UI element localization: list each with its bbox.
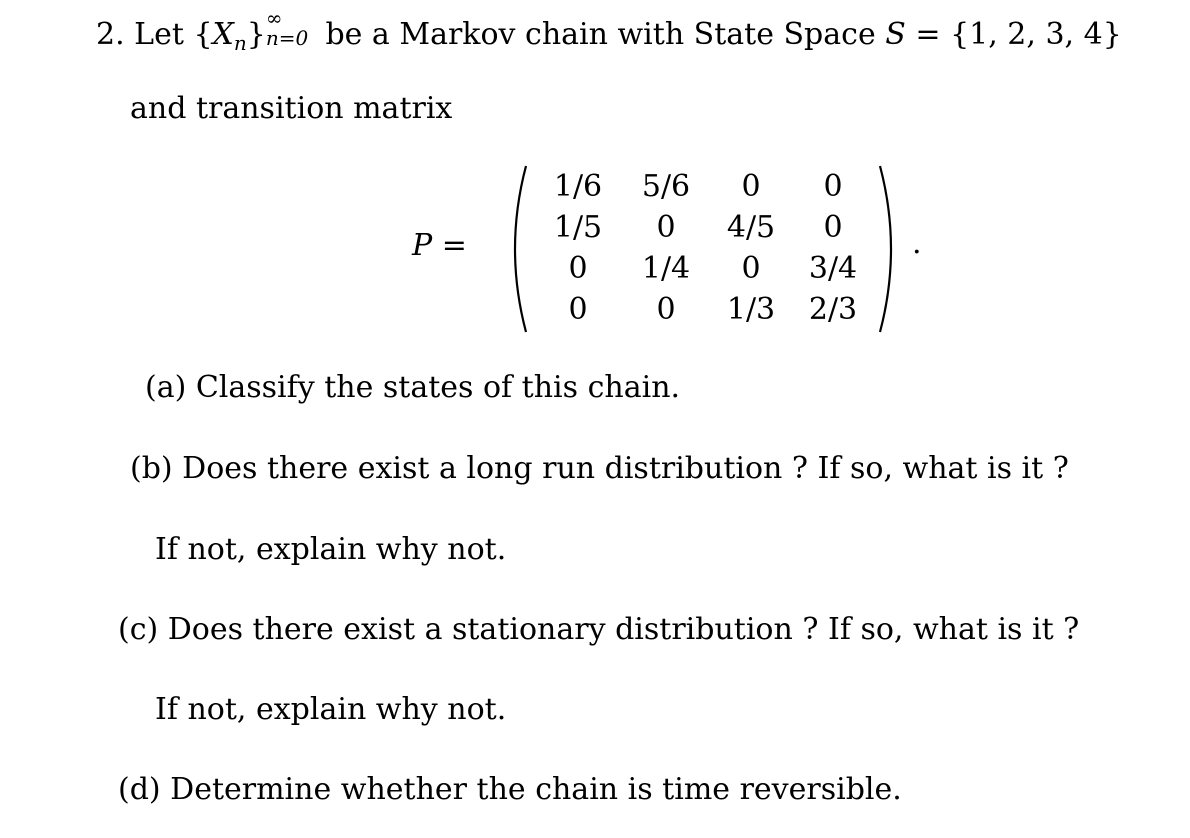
matrix-cell-4-1: 0 (568, 292, 588, 327)
question-part-c: (c) Does there exist a stationary distribution ? If so, what is it ? (118, 612, 1080, 647)
matrix-cell-3-2: 1/4 (641, 251, 691, 286)
sequence-variable: X (212, 17, 234, 52)
matrix-cell-3-3: 0 (741, 251, 761, 286)
matrix-cell-1-4: 0 (823, 169, 843, 204)
let-word: Let (134, 17, 184, 52)
question-part-a: (a) Classify the states of this chain. (145, 370, 681, 405)
question-part-b: (b) Does there exist a long run distribution ? If so, what is it ? (130, 451, 1069, 486)
matrix-cell-1-2: 5/6 (641, 169, 691, 204)
index-superscript: ∞ (265, 6, 283, 30)
matrix-cell-1-1: 1/6 (553, 169, 603, 204)
sequence-close-brace: } (246, 17, 266, 52)
statement-line-2: and transition matrix (130, 91, 453, 126)
matrix-cell-1-3: 0 (741, 169, 761, 204)
left-parenthesis (502, 164, 532, 334)
matrix-grid (532, 166, 872, 330)
question-part-d: (d) Determine whether the chain is time reversible. (118, 772, 902, 807)
state-space-set: {1, 2, 3, 4} (950, 17, 1122, 52)
sequence-variable-subscript: n (233, 31, 247, 55)
matrix-cell-2-4: 0 (823, 210, 843, 245)
matrix-cell-3-1: 0 (568, 251, 588, 286)
question-part-c-continuation: If not, explain why not. (155, 692, 507, 727)
question-part-b-continuation: If not, explain why not. (155, 532, 507, 567)
matrix-label-text: P = (412, 228, 467, 263)
problem-number: 2. (96, 17, 125, 52)
matrix-cell-2-3: 4/5 (726, 210, 776, 245)
right-parenthesis (874, 164, 904, 334)
matrix-cell-3-4: 3/4 (808, 251, 858, 286)
matrix-cell-4-3: 1/3 (726, 292, 776, 327)
equals-sign: = (915, 17, 941, 52)
transition-matrix (412, 160, 932, 335)
state-space-variable: S (885, 17, 906, 52)
index-subscript: n=0 (265, 26, 309, 50)
sequence-open-brace: { (193, 17, 213, 52)
matrix-cell-4-4: 2/3 (808, 292, 858, 327)
matrix-label (412, 228, 467, 263)
problem-statement-line (96, 6, 1122, 55)
matrix-cell-2-2: 0 (656, 210, 676, 245)
matrix-cell-4-2: 0 (656, 292, 676, 327)
matrix-cell-2-1: 1/5 (553, 210, 603, 245)
sequence-index-range (265, 6, 316, 50)
matrix-trailing-period: . (912, 226, 922, 261)
statement-text: be a Markov chain with State Space (325, 17, 876, 52)
